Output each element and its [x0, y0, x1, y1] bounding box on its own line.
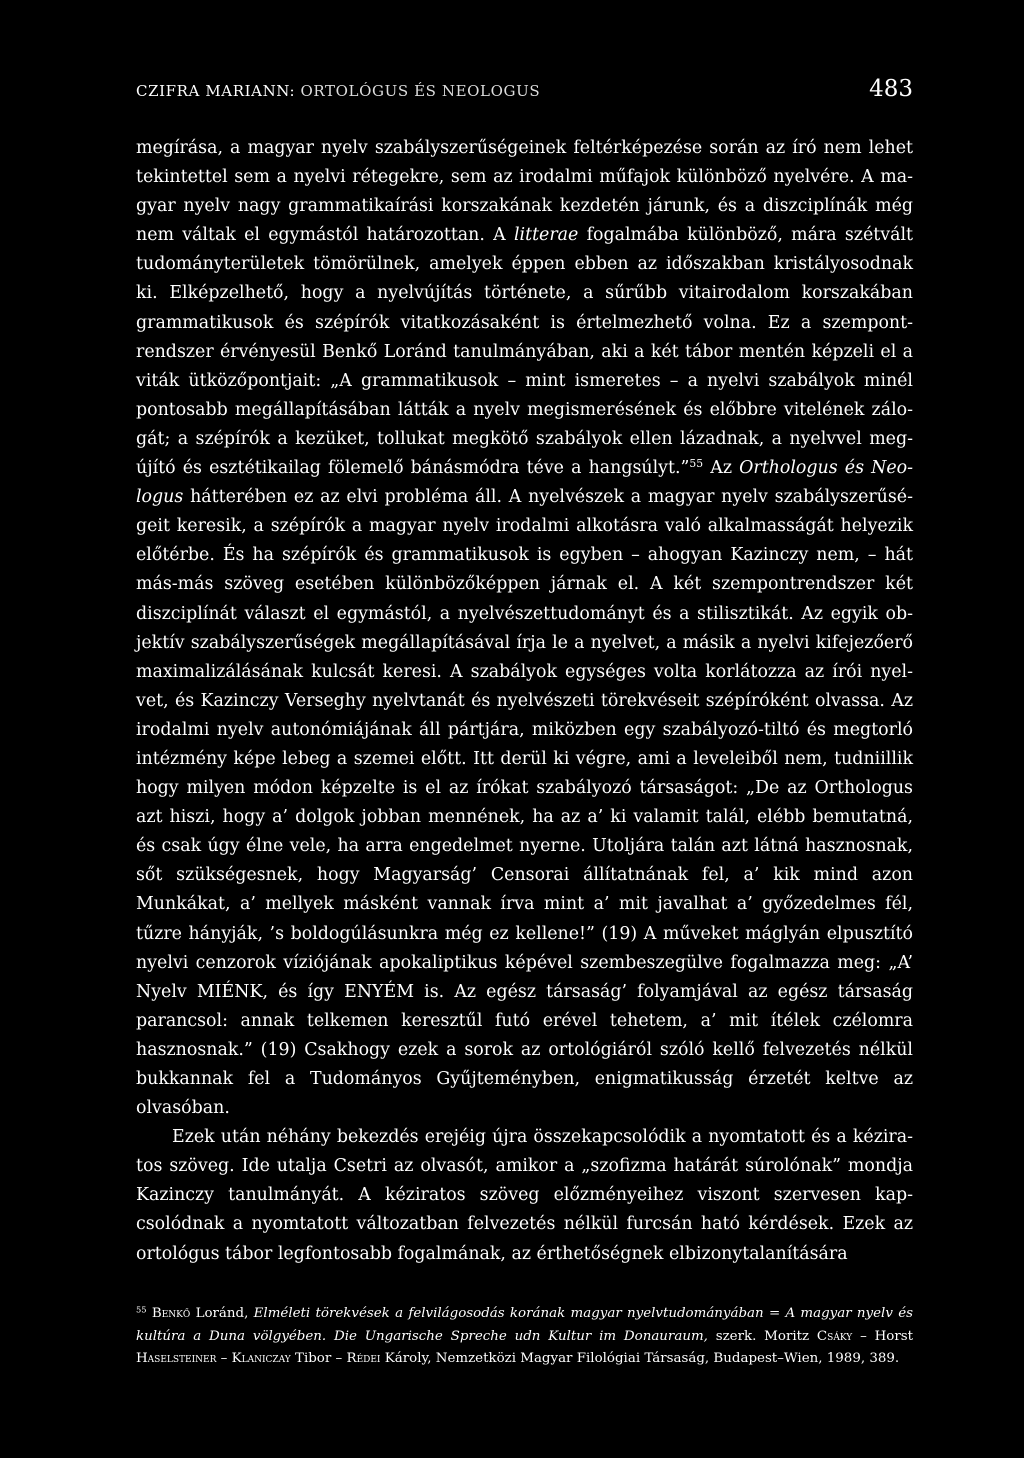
paragraph-1-text-c: fogalmába különböző, mára szétvált tudományterületek tömörülnek, amelyek éppen ebben az időszakban kristályosodnak ki. Elképzelhető, hogy a nyelvújítás története, a sűrűbb vitairodalom korszakában grammatikusok és szépírók vitatkozásaként is értelmezhető volna. Ez a szempontrendszer érvényesül Benkő Loránd tanulmányában, aki a két tábor mentén képzeli el a viták ütközőpontjait: „A grammatikusok – mint ismeretes – a nyelvi szabályok minél pontosabb megállapításában látták a nyelv megismerésének és előbbre vitelének zálogát; a szépírók a kezüket, tollukat megkötő szabályok ellen lázadnak, a nyelvvel megújító és esztétikailag fölemelő bánásmódra téve a hangsúlyt.” [136, 225, 913, 479]
paragraph-1-italic-work-title: Orthologus és Neologus [136, 458, 913, 508]
footnotes [136, 1303, 913, 1371]
running-head-article-title: ORTOLÓGUS ÉS NEOLOGUS [300, 82, 541, 100]
paragraph-1-text-f: hátterében ez az elvi probléma áll. A nyelvészek a magyar nyelv szabályszerűségeit keresik, a szépírók a magyar nyelv irodalmi alkotásra való alkalmasságát helyezik előtérbe. És ha szépírók és grammatikusok is egyben – ahogyan Kazinczy nem, – hát más-más szöveg esetében különbözőképpen járnak el. A két szempontrendszer két diszciplínát választ el egymástól, a nyelvészettudományt és a stilisztikát. Az egyik objektív szabályszerűségek megállapításával írja le a nyelvet, a másik a nyelvi kifejezőerő maximalizálásának kulcsát keresi. A szabályok egységes volta korlátozza az írói nyelvet, és Kazinczy Verseghy nyelvtanát és nyelvészeti törekvéseit szépíróként olvassa. Az irodalmi nyelv autonómiájának áll pártjára, miközben egy szabályozó-tiltó és megtorló intézmény képe lebeg a szemei előtt. Itt derül ki végre, ami a leveleiből nem, tudniillik hogy milyen módon képzelte is el az írókat szabályozó társaságot: „De az Orthologus azt hiszi, hogy a’ dolgok jobban mennének, ha az a’ ki valamit talál, elébb bemutatná, és csak úgy élne vele, ha arra engedelmet nyerne. Utoljára talán azt látná hasznosnak, sőt szükségesnek, hogy Magyarság’ Censorai állítatnának fel, a’ kik mind azon Munkákat, a’ mellyek másként vannak írva mint a’ mit javalhat a’ győzedelmes fél, tűzre hányják, ’s boldogúlásunkra még ez kellene!” (19) A műveket máglyán elpusztító nyelvi cenzorok víziójának apokaliptikus képével szembeszegülve fogalmazza meg: „A’ Nyelv MIÉNK, és így ENYÉM is. Az egész társaság’ folyamjával az egész társaság parancsol: annak telkemen keresztűl futó erével tehetem, a’ mit ítélek czélomra hasznosnak.” (19) Csakhogy ezek a sorok az ortológiáról szóló kellő felvezetés nélkül bukkannak fel a Tudományos Gyűjteményben, enigmatikusság érzetét keltve az olvasóban. [136, 487, 913, 1119]
footnote-editor: Rédei [346, 1351, 381, 1367]
paragraph-1-text-a: megírása, a magyar nyelv szabályszerűségeinek feltérképezése során az író nem lehet tekintettel sem a nyelvi rétegekre, sem az irodalmi műfajok különböző nyelvére. A magyar nyelv nagy grammatikaírási korszakának kezdetén járunk, és a diszciplínák még nem váltak el egymástól határozottan. A [136, 138, 913, 246]
footnote-text: Károly, Nemzetközi Magyar Filológiai Társaság, Budapest–Wien, 1989, 389. [380, 1351, 900, 1367]
paragraph-1-text-d: Az [703, 458, 740, 479]
page [136, 0, 913, 1458]
footnote-text: szerk. Moritz [707, 1328, 817, 1344]
footnote-55 [136, 1303, 913, 1371]
footnote-text: – [216, 1351, 232, 1367]
paragraph-1-italic-litterae: litterae [513, 225, 579, 246]
footnote-title: Elméleti törekvések a felvilágosodás korának magyar nyelvtudományában = A magyar nyelv és kultúra a Duna völgyében. Die Ungarische Spreche udn Kultur im Donauraum, [136, 1306, 913, 1344]
paragraph-2: Ezek után néhány bekezdés erejéig újra összekapcsolódik a nyomtatott és a kéziratos szöveg. Ide utalja Csetri az olvasót, amikor a „szofizma határát súrolónak” mondja Kazinczy tanulmányát. A kéziratos szöveg előzményeihez viszont szervesen kapcsolódnak a nyomtatott változatban felvezetés nélkül furcsán ható kérdések. Ezek az ortológus tábor legfontosabb fogalmának, az érthetőségnek elbizonytalanítására [136, 1127, 913, 1264]
footnote-author-first: Loránd, [190, 1306, 254, 1321]
footnote-text: – Horst [852, 1328, 913, 1344]
footnote-editor: Klaniczay [231, 1351, 291, 1367]
running-head-author: CZIFRA MARIANN: [136, 82, 296, 100]
footnote-text: Tibor – [290, 1351, 347, 1367]
running-head [136, 78, 913, 102]
footnote-editor: Haselsteiner [136, 1351, 217, 1367]
footnote-reference: 55 [689, 457, 704, 471]
body-text [136, 134, 913, 1269]
running-head-title [136, 82, 540, 100]
page-number: 483 [869, 76, 913, 102]
footnote-editor: Csáky [816, 1328, 853, 1344]
paragraph-1 [136, 134, 913, 1123]
footnote-number: 55 [136, 1304, 147, 1315]
footnote-author: Benkő [151, 1306, 191, 1321]
